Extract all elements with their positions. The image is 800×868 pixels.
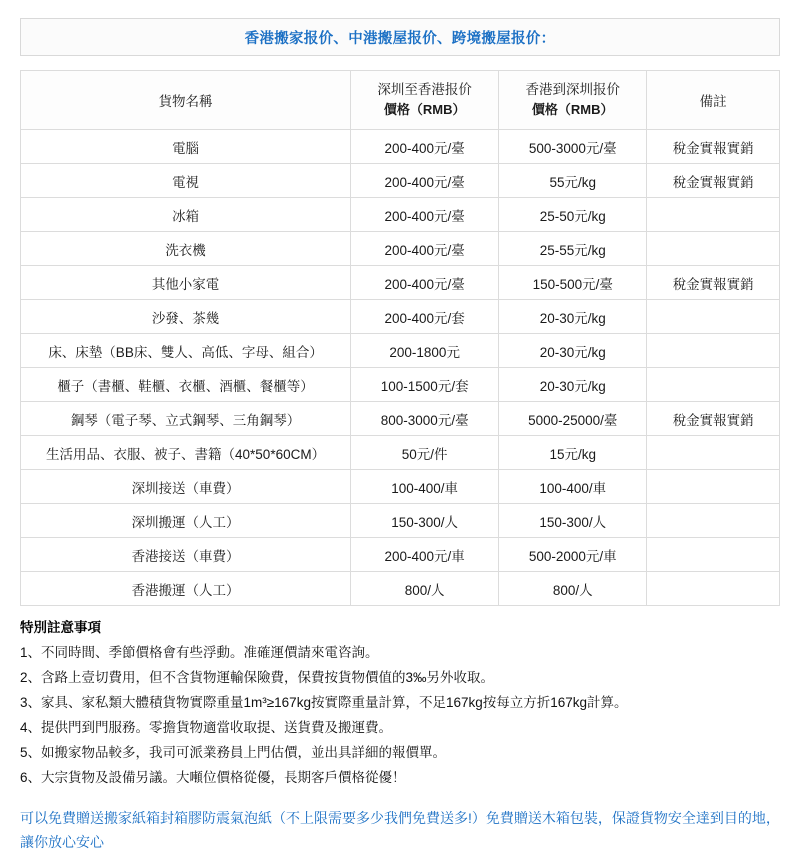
table-row (21, 504, 780, 538)
table-row (21, 470, 780, 504)
cell-price-sz-to-hk: 200-400元/臺 (351, 232, 499, 266)
cell-remark (647, 232, 780, 266)
cell-remark (647, 470, 780, 504)
column-header-price-hk-to-sz (499, 71, 647, 130)
cell-price-hk-to-sz: 25-55元/kg (499, 232, 647, 266)
cell-remark: 稅金實報實銷 (647, 164, 780, 198)
cell-price-hk-to-sz: 100-400/車 (499, 470, 647, 504)
column-header-price-hk-to-sz-sub: 價格（RMB） (531, 102, 614, 118)
cell-price-hk-to-sz: 20-30元/kg (499, 300, 647, 334)
table-body (21, 130, 780, 606)
cell-price-hk-to-sz: 500-2000元/車 (499, 538, 647, 572)
cell-item-name: 深圳搬運（人工） (21, 504, 351, 538)
cell-remark (647, 198, 780, 232)
cell-item-name: 電視 (21, 164, 351, 198)
cell-price-hk-to-sz: 15元/kg (499, 436, 647, 470)
table-row (21, 572, 780, 606)
table-row (21, 368, 780, 402)
promo-text: 可以免費贈送搬家紙箱封箱膠防震氣泡紙（不上限需要多少我們免費送多!）免費贈送木箱包裝，保證貨物安全達到目的地，讓你放心安心 (20, 810, 780, 850)
column-header-price-sz-to-hk-main: 深圳至香港报价 (377, 82, 472, 98)
cell-price-hk-to-sz: 5000-25000/臺 (499, 402, 647, 436)
cell-remark (647, 572, 780, 606)
cell-item-name: 床、床墊（BB床、雙人、高低、字母、組合） (21, 334, 351, 368)
cell-item-name: 沙發、茶幾 (21, 300, 351, 334)
notes-list (20, 640, 780, 790)
table-row (21, 402, 780, 436)
cell-price-sz-to-hk: 200-400元/臺 (351, 266, 499, 300)
cell-item-name: 電腦 (21, 130, 351, 164)
cell-item-name: 其他小家電 (21, 266, 351, 300)
column-header-remark: 備註 (647, 71, 780, 130)
price-table (20, 70, 780, 606)
cell-item-name: 香港搬運（人工） (21, 572, 351, 606)
cell-remark (647, 436, 780, 470)
cell-price-sz-to-hk: 200-400元/臺 (351, 164, 499, 198)
table-row (21, 198, 780, 232)
cell-item-name: 櫃子（書櫃、鞋櫃、衣櫃、酒櫃、餐櫃等） (21, 368, 351, 402)
note-line: 1、不同時間、季節價格會有些浮動。准確運價請來電咨詢。 (20, 645, 379, 660)
table-header-row (21, 71, 780, 130)
cell-price-sz-to-hk: 200-400元/臺 (351, 130, 499, 164)
cell-item-name: 深圳接送（車費） (21, 470, 351, 504)
column-header-price-sz-to-hk-sub: 價格（RMB） (383, 102, 466, 118)
cell-remark: 稅金實報實銷 (647, 402, 780, 436)
note-line: 6、大宗貨物及設備另議。大噸位價格從優，長期客戶價格從優！ (20, 770, 406, 785)
cell-item-name: 冰箱 (21, 198, 351, 232)
table-row (21, 164, 780, 198)
cell-price-hk-to-sz: 20-30元/kg (499, 368, 647, 402)
column-header-price-sz-to-hk (351, 71, 499, 130)
page-container (0, 18, 800, 868)
column-header-name: 貨物名稱 (21, 71, 351, 130)
cell-price-sz-to-hk: 50元/件 (351, 436, 499, 470)
table-row (21, 538, 780, 572)
table-row (21, 266, 780, 300)
note-line: 4、提供門到門服務。零擔貨物適當收取提、送貨費及搬運費。 (20, 720, 393, 735)
table-row (21, 130, 780, 164)
cell-price-hk-to-sz: 55元/kg (499, 164, 647, 198)
cell-item-name: 鋼琴（電子琴、立式鋼琴、三角鋼琴） (21, 402, 351, 436)
table-row (21, 232, 780, 266)
cell-remark (647, 538, 780, 572)
cell-price-sz-to-hk: 800-3000元/臺 (351, 402, 499, 436)
cell-item-name: 香港接送（車費） (21, 538, 351, 572)
cell-price-hk-to-sz: 800/人 (499, 572, 647, 606)
note-line: 3、家具、家私類大體積貨物實際重量1m³≥167kg按實際重量計算，不足167kg按每立方折167kg計算。 (20, 695, 628, 710)
cell-item-name: 洗衣機 (21, 232, 351, 266)
table-row (21, 334, 780, 368)
cell-remark: 稅金實報實銷 (647, 130, 780, 164)
cell-price-hk-to-sz: 25-50元/kg (499, 198, 647, 232)
note-line: 2、含路上壹切費用，但不含貨物運輸保險費，保費按貨物價值的3‰另外收取。 (20, 670, 495, 685)
cell-remark (647, 334, 780, 368)
cell-price-sz-to-hk: 800/人 (351, 572, 499, 606)
table-row (21, 436, 780, 470)
cell-remark (647, 504, 780, 538)
cell-price-sz-to-hk: 200-1800元 (351, 334, 499, 368)
cell-price-hk-to-sz: 500-3000元/臺 (499, 130, 647, 164)
cell-price-sz-to-hk: 200-400元/臺 (351, 198, 499, 232)
cell-price-hk-to-sz: 150-500元/臺 (499, 266, 647, 300)
cell-remark (647, 300, 780, 334)
page-title: 香港搬家报价、中港搬屋报价、跨境搬屋报价： (244, 30, 556, 47)
cell-price-hk-to-sz: 20-30元/kg (499, 334, 647, 368)
table-row (21, 300, 780, 334)
cell-remark (647, 368, 780, 402)
column-header-price-hk-to-sz-main: 香港到深圳报价 (525, 82, 620, 98)
cell-price-sz-to-hk: 200-400元/套 (351, 300, 499, 334)
cell-price-sz-to-hk: 100-1500元/套 (351, 368, 499, 402)
notes-section (20, 616, 780, 790)
cell-price-sz-to-hk: 150-300/人 (351, 504, 499, 538)
cell-remark: 稅金實報實銷 (647, 266, 780, 300)
cell-price-hk-to-sz: 150-300/人 (499, 504, 647, 538)
title-banner (20, 18, 780, 56)
cell-price-sz-to-hk: 100-400/車 (351, 470, 499, 504)
cell-item-name: 生活用品、衣服、被子、書籍（40*50*60CM） (21, 436, 351, 470)
cell-price-sz-to-hk: 200-400元/車 (351, 538, 499, 572)
notes-title: 特別註意事項 (20, 620, 101, 635)
table-header (21, 71, 780, 130)
note-line: 5、如搬家物品較多，我司可派業務員上門估價，並出具詳細的報價單。 (20, 745, 447, 760)
